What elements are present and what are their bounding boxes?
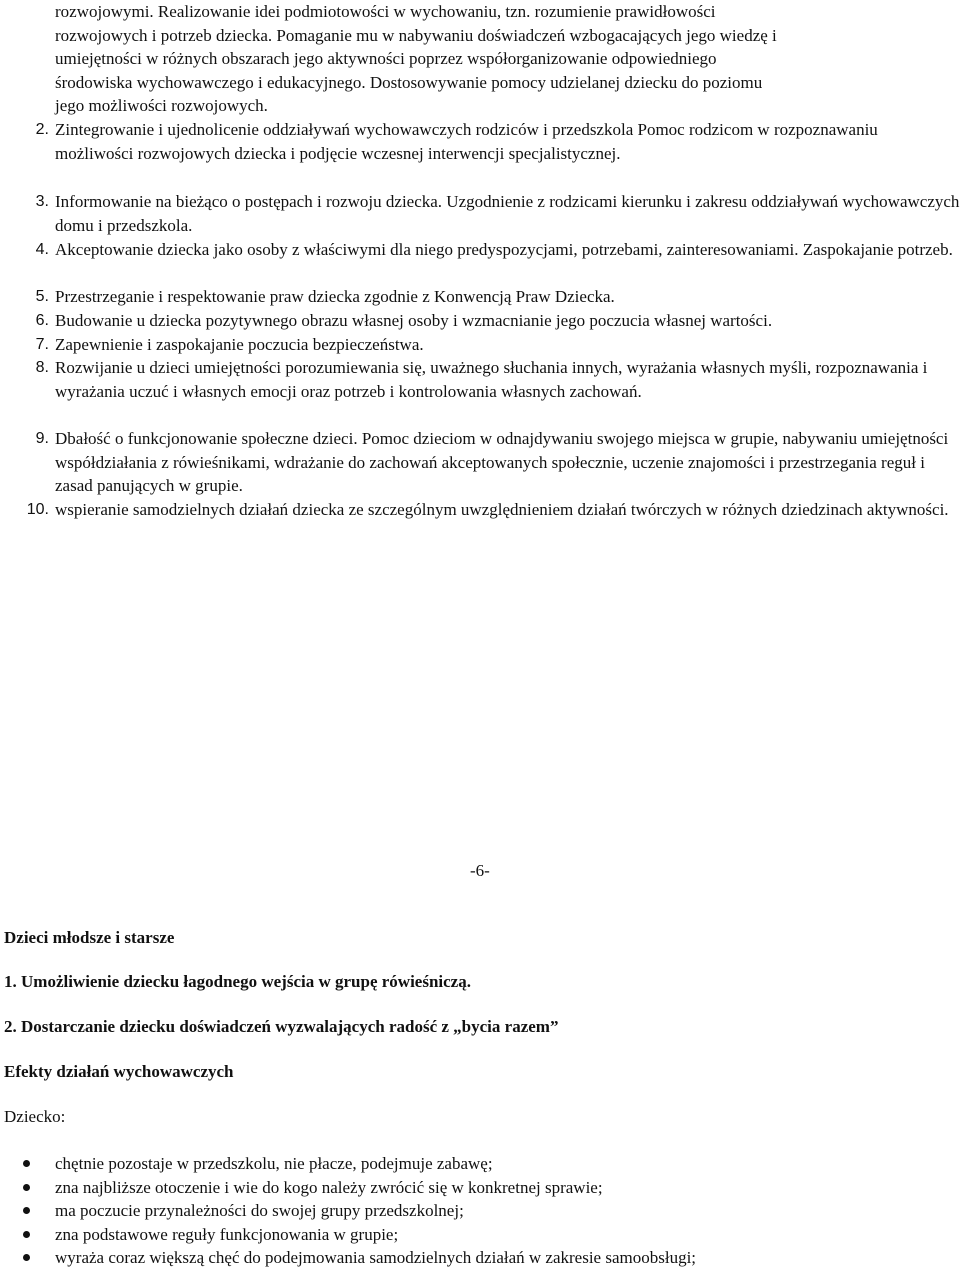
item-number: 10. xyxy=(26,501,49,518)
item-text: Przestrzeganie i respektowanie praw dziecka zgodnie z Konwencją Praw Dziecka. xyxy=(55,287,615,306)
item-text: Zintegrowanie i ujednolicenie oddziaływań wychowawczych rodziców i przedszkola Pomoc rodzicom w rozpoznawaniu możliwości rozwojowych dziecka i podjęcie wczesnej interwencji specjalistycznej. xyxy=(55,120,878,163)
list-item xyxy=(0,1152,960,1176)
list-item-5 xyxy=(0,285,960,309)
item-number: 7. xyxy=(35,336,49,353)
bullet-icon xyxy=(23,1184,30,1191)
intro-line: umiejętności w różnych obszarach jego aktywności poprzez współorganizowanie odpowiedniego xyxy=(55,49,717,68)
list-item xyxy=(0,1176,960,1200)
effects-heading: Efekty działań wychowawczych xyxy=(4,1062,234,1081)
list-item-10 xyxy=(0,498,960,522)
bullet-icon xyxy=(23,1231,30,1238)
item-text: Informowanie na bieżąco o postępach i rozwoju dziecka. Uzgodnienie z rodzicami kierunku i zakresu oddziaływań wychowawczych domu i przedszkola. xyxy=(55,192,960,235)
bullet-icon xyxy=(23,1160,30,1167)
item-text: Zapewnienie i zaspokajanie poczucia bezpieczeństwa. xyxy=(55,335,424,354)
list-item-7 xyxy=(0,333,960,357)
bullet-text: chętnie pozostaje w przedszkolu, nie płacze, podejmuje zabawę; xyxy=(55,1154,493,1173)
list-item-2 xyxy=(0,118,960,165)
list-item-3 xyxy=(0,190,960,237)
list-item xyxy=(0,1223,960,1247)
bullet-icon xyxy=(23,1207,30,1214)
bullet-text: zna najbliższe otoczenie i wie do kogo należy zwrócić się w konkretnej sprawie; xyxy=(55,1177,603,1197)
list-item xyxy=(0,1199,960,1223)
item-number: 6. xyxy=(35,312,49,329)
child-label: Dziecko: xyxy=(4,1107,66,1126)
intro-line: środowiska wychowawczego i edukacyjnego. Dostosowywanie pomocy udzielanej dziecku do poziomu xyxy=(55,72,763,92)
item-number: 3. xyxy=(35,193,49,210)
intro-line: rozwojowymi. Realizowanie idei podmiotowości w wychowaniu, tzn. rozumienie prawidłowości xyxy=(55,2,716,21)
page-number: -6- xyxy=(470,861,490,880)
item-number: 9. xyxy=(35,430,49,447)
intro-line: rozwojowych i potrzeb dziecka. Pomaganie mu w nabywaniu doświadczeń wzbogacających jego wiedzę i xyxy=(55,25,777,45)
section-heading: Dzieci młodsze i starsze xyxy=(4,928,175,947)
list-item xyxy=(0,1246,960,1270)
item-number: 5. xyxy=(35,288,49,305)
item-text: Rozwijanie u dzieci umiejętności porozumiewania się, uważnego słuchania innych, wyrażania własnych myśli, rozpoznawania i wyrażania uczuć i własnych emocji oraz potrzeb i kontrolowania własnych zachowań. xyxy=(55,358,928,401)
item-text: Dbałość o funkcjonowanie społeczne dzieci. Pomoc dzieciom w odnajdywaniu swojego miejsca w grupie, nabywaniu umiejętności współdziałania z rówieśnikami, wdrażanie do zachowań akceptowanych społecznie, uczenie znajomości i przestrzegania reguł i zasad panujących w grupie. xyxy=(55,429,949,495)
list-item-4 xyxy=(0,238,960,262)
effects-list xyxy=(0,1152,960,1270)
item-text: wspieranie samodzielnych działań dziecka ze szczególnym uwzględnieniem działań twórczych w różnych dziedzinach aktywności. xyxy=(55,500,949,519)
list-item-6 xyxy=(0,309,960,333)
bullet-icon xyxy=(23,1254,30,1261)
intro-line: jego możliwości rozwojowych. xyxy=(55,96,268,115)
item-number: 8. xyxy=(35,359,49,376)
bullet-text: wyraża coraz większą chęć do podejmowania samodzielnych działań w zakresie samoobsługi; xyxy=(55,1248,697,1267)
item-text: Akceptowanie dziecka jako osoby z właściwymi dla niego predyspozycjami, potrzebami, zainteresowaniami. Zaspokajanie potrzeb. xyxy=(55,240,953,259)
bullet-text: zna podstawowe reguły funkcjonowania w grupie; xyxy=(55,1224,399,1244)
item-number: 4. xyxy=(35,241,49,258)
list-item-9 xyxy=(0,427,960,498)
item-text: Budowanie u dziecka pozytywnego obrazu własnej osoby i wzmacnianie jego poczucia własnej wartości. xyxy=(55,311,773,330)
bullet-text: ma poczucie przynależności do swojej grupy przedszkolnej; xyxy=(55,1201,464,1220)
item-number: 2. xyxy=(35,121,49,138)
list-item-8 xyxy=(0,356,960,403)
intro-paragraph xyxy=(55,0,960,118)
goal-2: 2. Dostarczanie dziecku doświadczeń wyzwalających radość z „bycia razem” xyxy=(4,1017,559,1036)
goal-1: 1. Umożliwienie dziecku łagodnego wejścia w grupę rówieśniczą. xyxy=(4,972,471,991)
